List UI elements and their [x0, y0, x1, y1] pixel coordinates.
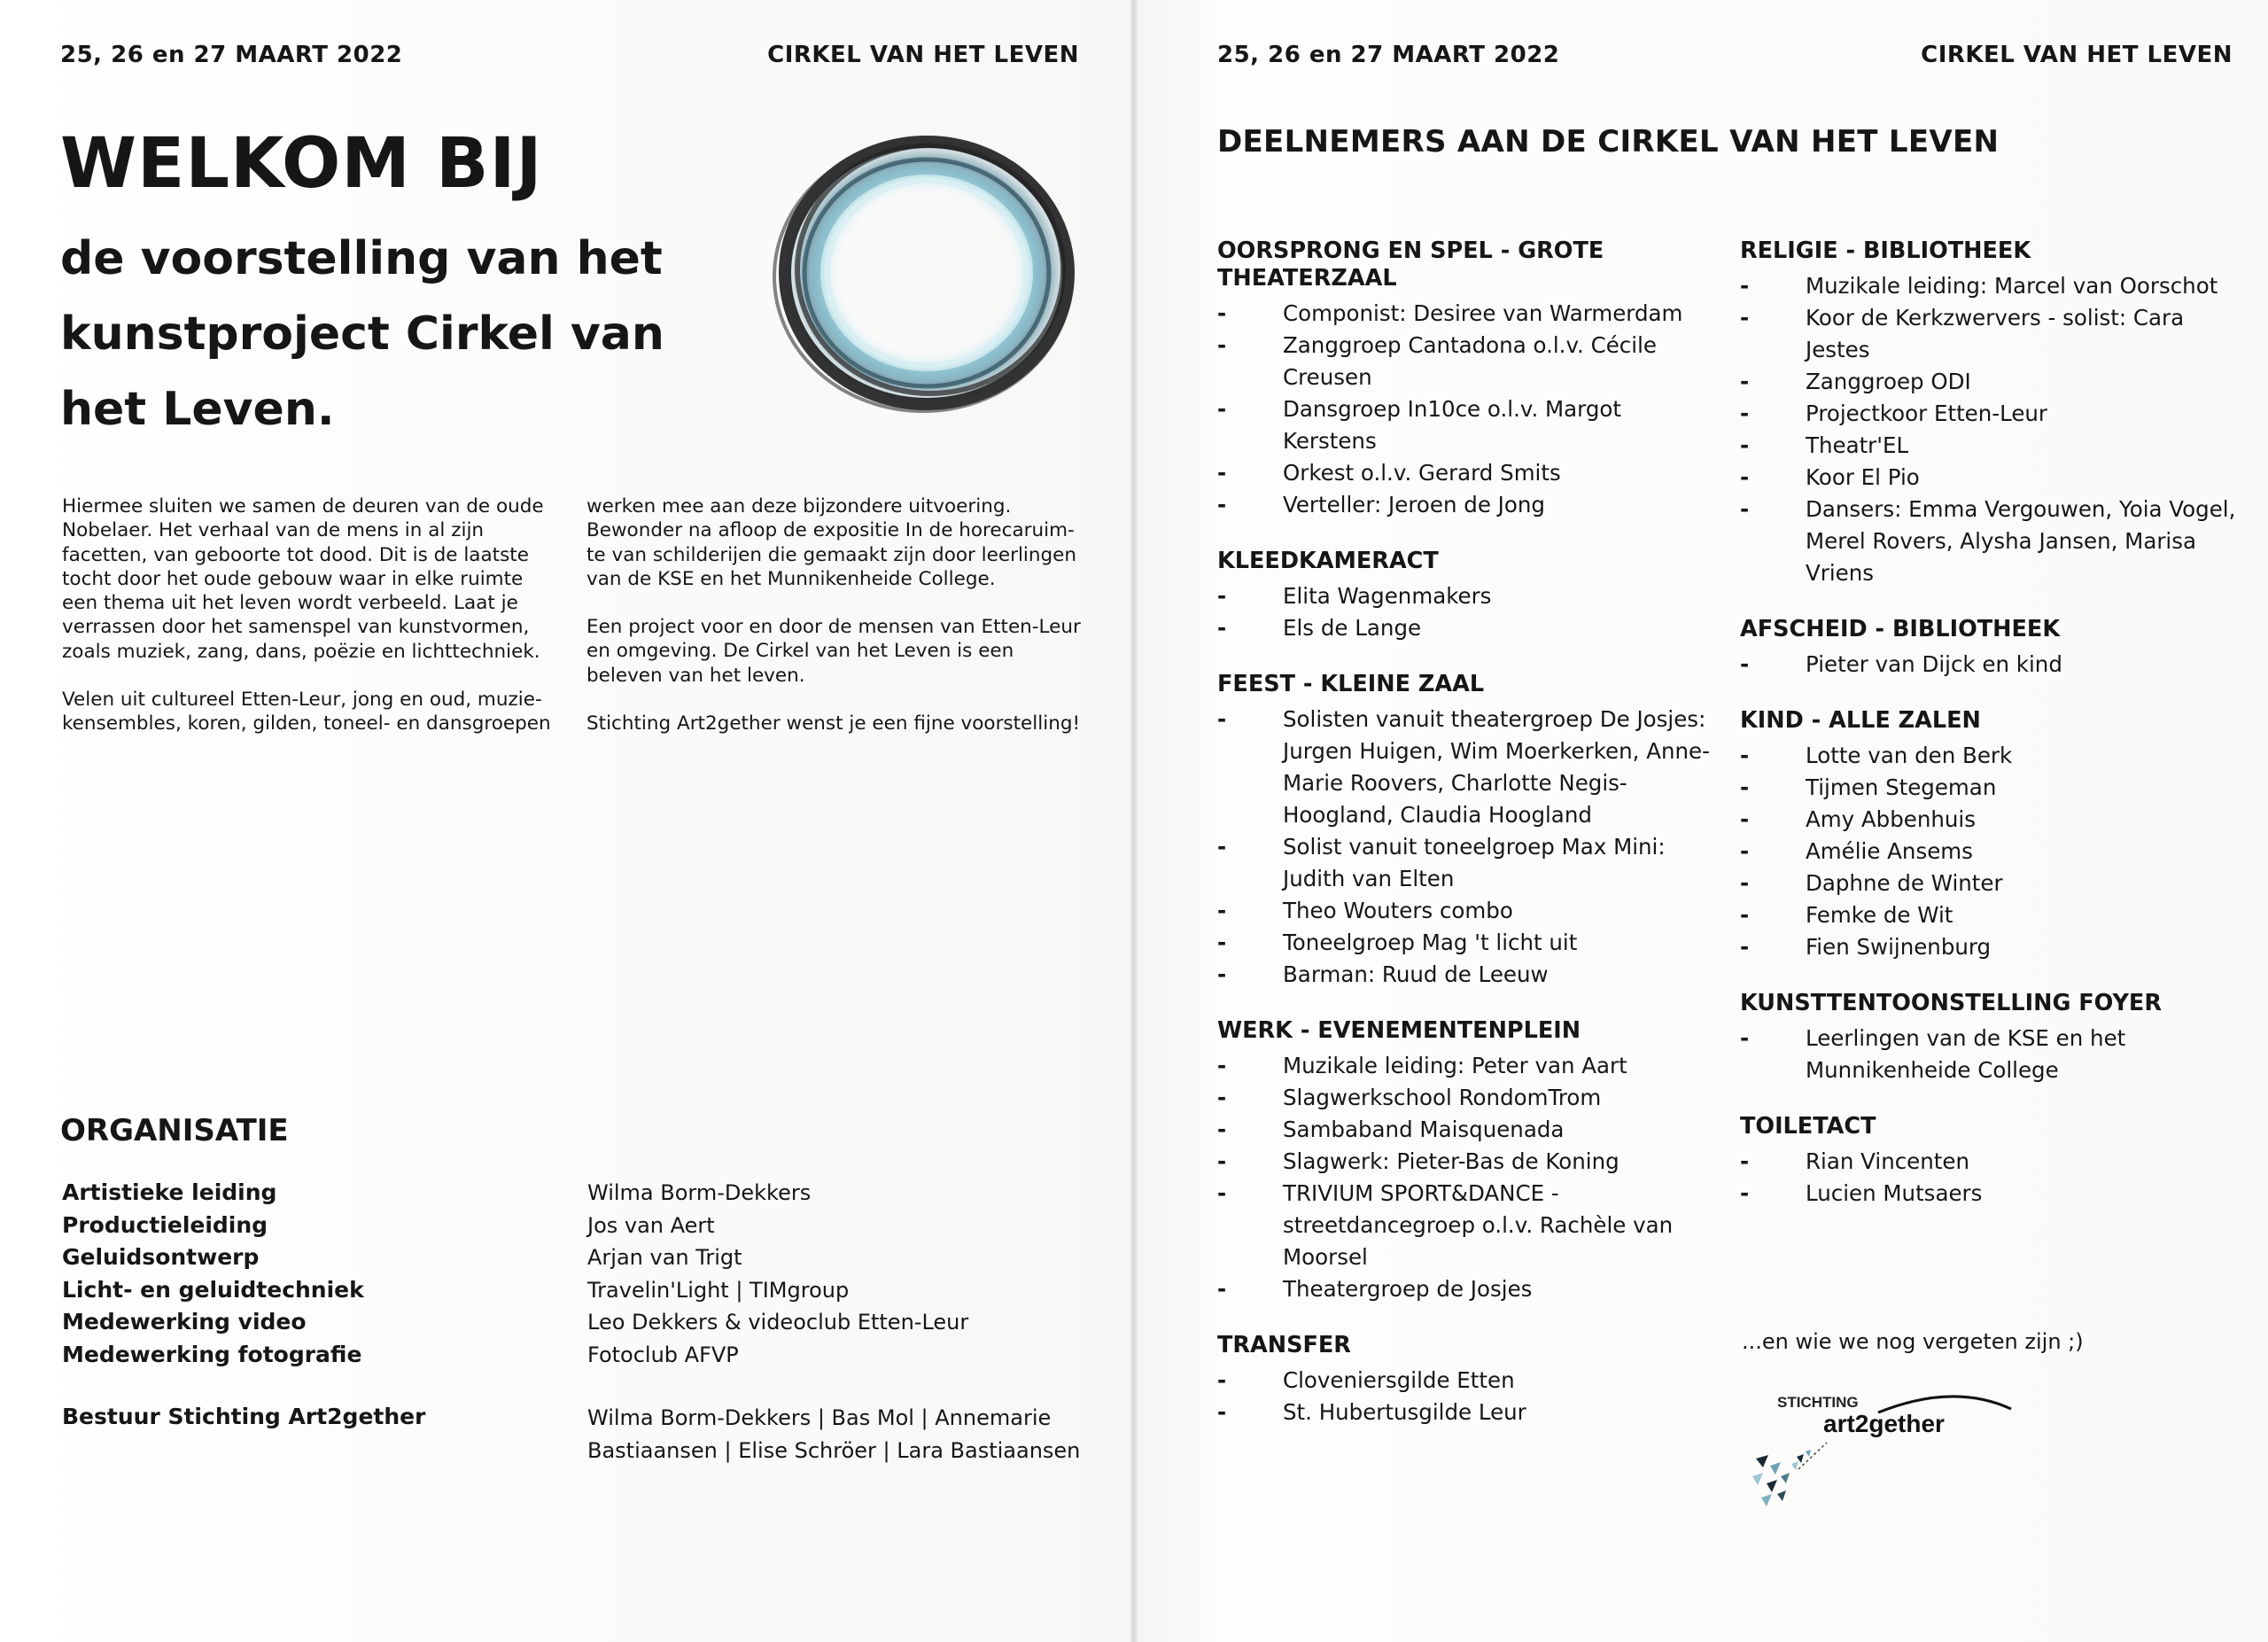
- bestuur-role: Bestuur Stichting Art2gether: [62, 1404, 426, 1429]
- list-item: - Theo Wouters combo: [1217, 895, 1713, 927]
- org-role: Artistieke leiding: [62, 1179, 277, 1205]
- participants-section: [1217, 548, 1713, 644]
- welcome-subheading: [60, 222, 698, 447]
- org-name: Jos van Aert: [587, 1212, 715, 1238]
- list-item: - Solisten vanuit theatergroep De Josjes: Jurgen Huigen, Wim Moerkerken, Anne-Marie Roovers, Charlotte Negis-Hoogland, Claudia Hoogland: [1217, 704, 1713, 831]
- list-item: - Amy Abbenhuis: [1740, 804, 2236, 836]
- page-fold: [1130, 0, 1138, 1642]
- list-item: - Koor El Pio: [1740, 462, 2236, 494]
- section-title: WERK - EVENEMENTENPLEIN: [1217, 1017, 1581, 1044]
- welcome-line: het Leven.: [60, 383, 335, 436]
- art2gether-logo: [1745, 1388, 2029, 1521]
- section-list: [1217, 580, 1713, 644]
- logo-name: art2gether: [1823, 1410, 1945, 1437]
- org-role: Medewerking video: [62, 1309, 307, 1335]
- org-name: Leo Dekkers & videoclub Etten-Leur: [587, 1310, 969, 1335]
- list-item: - Amélie Ansems: [1740, 836, 2236, 868]
- section-list: [1740, 1146, 2236, 1210]
- list-item: - Daphne de Winter: [1740, 868, 2236, 899]
- list-item: - Muzikale leiding: Peter van Aart: [1217, 1050, 1713, 1082]
- participants-section: [1740, 707, 2236, 963]
- org-role: Medewerking fotografie: [62, 1341, 362, 1367]
- intro-paragraph: Velen uit cultureel Etten-Leur, jong en oud, muzie-kensembles, koren, gilden, toneel- en dansgroepen: [62, 689, 551, 735]
- list-item: - Dansgroep In10ce o.l.v. Margot Kerstens: [1217, 393, 1713, 457]
- organisatie-roles: [62, 1177, 364, 1371]
- welcome-line: de voorstelling van het: [60, 232, 663, 285]
- right-header-title: CIRKEL VAN HET LEVEN: [1921, 42, 2233, 68]
- participants-section: [1217, 1332, 1713, 1428]
- list-item: - Elita Wagenmakers: [1217, 580, 1713, 612]
- section-title: KIND - ALLE ZALEN: [1740, 707, 1981, 734]
- org-role: Geluidsontwerp: [62, 1244, 260, 1270]
- list-item: - Leerlingen van de KSE en het Munnikenheide College: [1740, 1023, 2236, 1086]
- right-header-date: 25, 26 en 27 MAART 2022: [1217, 42, 1560, 68]
- list-item: - Femke de Wit: [1740, 899, 2236, 931]
- list-item: - Orkest o.l.v. Gerard Smits: [1217, 457, 1713, 489]
- list-item: - Tijmen Stegeman: [1740, 772, 2236, 804]
- section-list: [1217, 1365, 1713, 1428]
- list-item: - Zanggroep ODI: [1740, 366, 2236, 398]
- participants-section: [1740, 237, 2236, 589]
- logo-stichting: STICHTING: [1777, 1394, 1859, 1411]
- section-title: OORSPRONG EN SPEL - GROTE THEATERZAAL: [1217, 237, 1604, 292]
- organisatie-names: [587, 1177, 968, 1371]
- participants-section: [1740, 616, 2236, 681]
- org-name: Wilma Borm-Dekkers: [587, 1180, 812, 1205]
- intro-paragraph: Stichting Art2gether wenst je een fijne voorstelling!: [586, 712, 1081, 735]
- welcome-line: kunstproject Cirkel van: [60, 307, 664, 361]
- section-title: RELIGIE - BIBLIOTHEEK: [1740, 237, 2031, 264]
- list-item: - Sambaband Maisquenada: [1217, 1114, 1713, 1146]
- list-item: - Solist vanuit toneelgroep Max Mini: Judith van Elten: [1217, 831, 1713, 895]
- list-item: - Slagwerkschool RondomTrom: [1217, 1082, 1713, 1114]
- intro-paragraph: Hiermee sluiten we samen de deuren van de oude Nobelaer. Het verhaal van de mens in al zijn facetten, van geboorte tot dood. Dit is de laatste tocht door het oude gebouw waar in elke ruimte een thema uit het leven wordt verbeeld. Laat je verrassen door het samenspel van kunstvormen, zoals muziek, zang, dans, poëzie en lichttechniek.: [62, 495, 544, 663]
- section-title: KLEEDKAMERACT: [1217, 548, 1439, 574]
- list-item: - Cloveniersgilde Etten: [1217, 1365, 1713, 1397]
- intro-column-2: [586, 494, 1087, 759]
- list-item: - Toneelgroep Mag 't licht uit: [1217, 927, 1713, 959]
- org-name: Arjan van Trigt: [587, 1245, 742, 1270]
- participants-section: [1740, 1113, 2236, 1210]
- list-item: - Slagwerk: Pieter-Bas de Koning: [1217, 1146, 1713, 1178]
- org-name: Travelin'Light | TIMgroup: [587, 1277, 850, 1303]
- section-title: FEEST - KLEINE ZAAL: [1217, 671, 1485, 697]
- participants-section: [1740, 990, 2236, 1086]
- participants-section: [1217, 671, 1713, 991]
- participants-section: [1217, 237, 1713, 521]
- section-title: TRANSFER: [1217, 1332, 1351, 1358]
- left-header-title: CIRKEL VAN HET LEVEN: [767, 42, 1079, 68]
- list-item: - Lotte van den Berk: [1740, 740, 2236, 772]
- participants-section: [1217, 1017, 1713, 1305]
- closing-text: ...en wie we nog vergeten zijn ;): [1742, 1329, 2084, 1354]
- list-item: - Theatergroep de Josjes: [1217, 1273, 1713, 1305]
- organisatie-title: ORGANISATIE: [60, 1113, 289, 1148]
- list-item: - TRIVIUM SPORT&DANCE - streetdancegroep o.l.v. Rachèle van Moorsel: [1217, 1178, 1713, 1273]
- section-list: [1217, 1050, 1713, 1305]
- list-item: - Lucien Mutsaers: [1740, 1178, 2236, 1210]
- list-item: - Componist: Desiree van Warmerdam: [1217, 298, 1713, 330]
- list-item: - St. Hubertusgilde Leur: [1217, 1397, 1713, 1428]
- list-item: - Dansers: Emma Vergouwen, Yoia Vogel, Merel Rovers, Alysha Jansen, Marisa Vriens: [1740, 494, 2236, 589]
- list-item: - Zanggroep Cantadona o.l.v. Cécile Creusen: [1217, 330, 1713, 393]
- list-item: - Muzikale leiding: Marcel van Oorschot: [1740, 270, 2236, 302]
- list-item: - Theatr'EL: [1740, 430, 2236, 462]
- participants-column-right: [1740, 237, 2236, 1236]
- org-role: Licht- en geluidtechniek: [62, 1276, 364, 1303]
- intro-paragraph: Een project voor en door de mensen van Etten-Leur en omgeving. De Cirkel van het Leven is een beleven van het leven.: [586, 616, 1081, 687]
- list-item: - Pieter van Dijck en kind: [1740, 649, 2236, 681]
- list-item: - Projectkoor Etten-Leur: [1740, 398, 2236, 430]
- section-list: [1740, 1023, 2236, 1086]
- welcome-heading: WELKOM BIJ: [60, 124, 543, 204]
- participants-column-left: [1217, 237, 1713, 1455]
- list-item: - Verteller: Jeroen de Jong: [1217, 489, 1713, 521]
- closing-note: [1742, 1324, 2084, 1354]
- org-name: Fotoclub AFVP: [587, 1342, 739, 1367]
- left-header-date: 25, 26 en 27 MAART 2022: [60, 42, 403, 68]
- section-list: [1217, 298, 1713, 521]
- participants-title: DEELNEMERS AAN DE CIRKEL VAN HET LEVEN: [1217, 124, 2000, 160]
- list-item: - Fien Swijnenburg: [1740, 931, 2236, 963]
- org-role: Productieleiding: [62, 1211, 268, 1238]
- list-item: - Rian Vincenten: [1740, 1146, 2236, 1178]
- section-list: [1740, 740, 2236, 963]
- bestuur-names: Wilma Borm-Dekkers | Bas Mol | Annemarie Bastiaansen | Elise Schröer | Lara Bastiaansen: [587, 1405, 1081, 1463]
- section-list: [1217, 704, 1713, 991]
- section-title: TOILETACT: [1740, 1113, 1876, 1140]
- section-title: KUNSTTENTOONSTELLING FOYER: [1740, 990, 2162, 1016]
- intro-column-1: [62, 494, 563, 760]
- intro-paragraph: werken mee aan deze bijzondere uitvoering. Bewonder na afloop de expositie In de horecaruim-te van schilderijen die gemaakt zijn door leerlingen van de KSE en het Munnikenheide College.: [586, 495, 1077, 590]
- list-item: - Koor de Kerkzwervers - solist: Cara Jestes: [1740, 302, 2236, 366]
- section-list: [1740, 270, 2236, 589]
- list-item: - Barman: Ruud de Leeuw: [1217, 959, 1713, 991]
- list-item: - Els de Lange: [1217, 612, 1713, 644]
- section-list: [1740, 649, 2236, 681]
- circle-of-life-artwork: [765, 122, 1089, 424]
- section-title: AFSCHEID - BIBLIOTHEEK: [1740, 616, 2061, 642]
